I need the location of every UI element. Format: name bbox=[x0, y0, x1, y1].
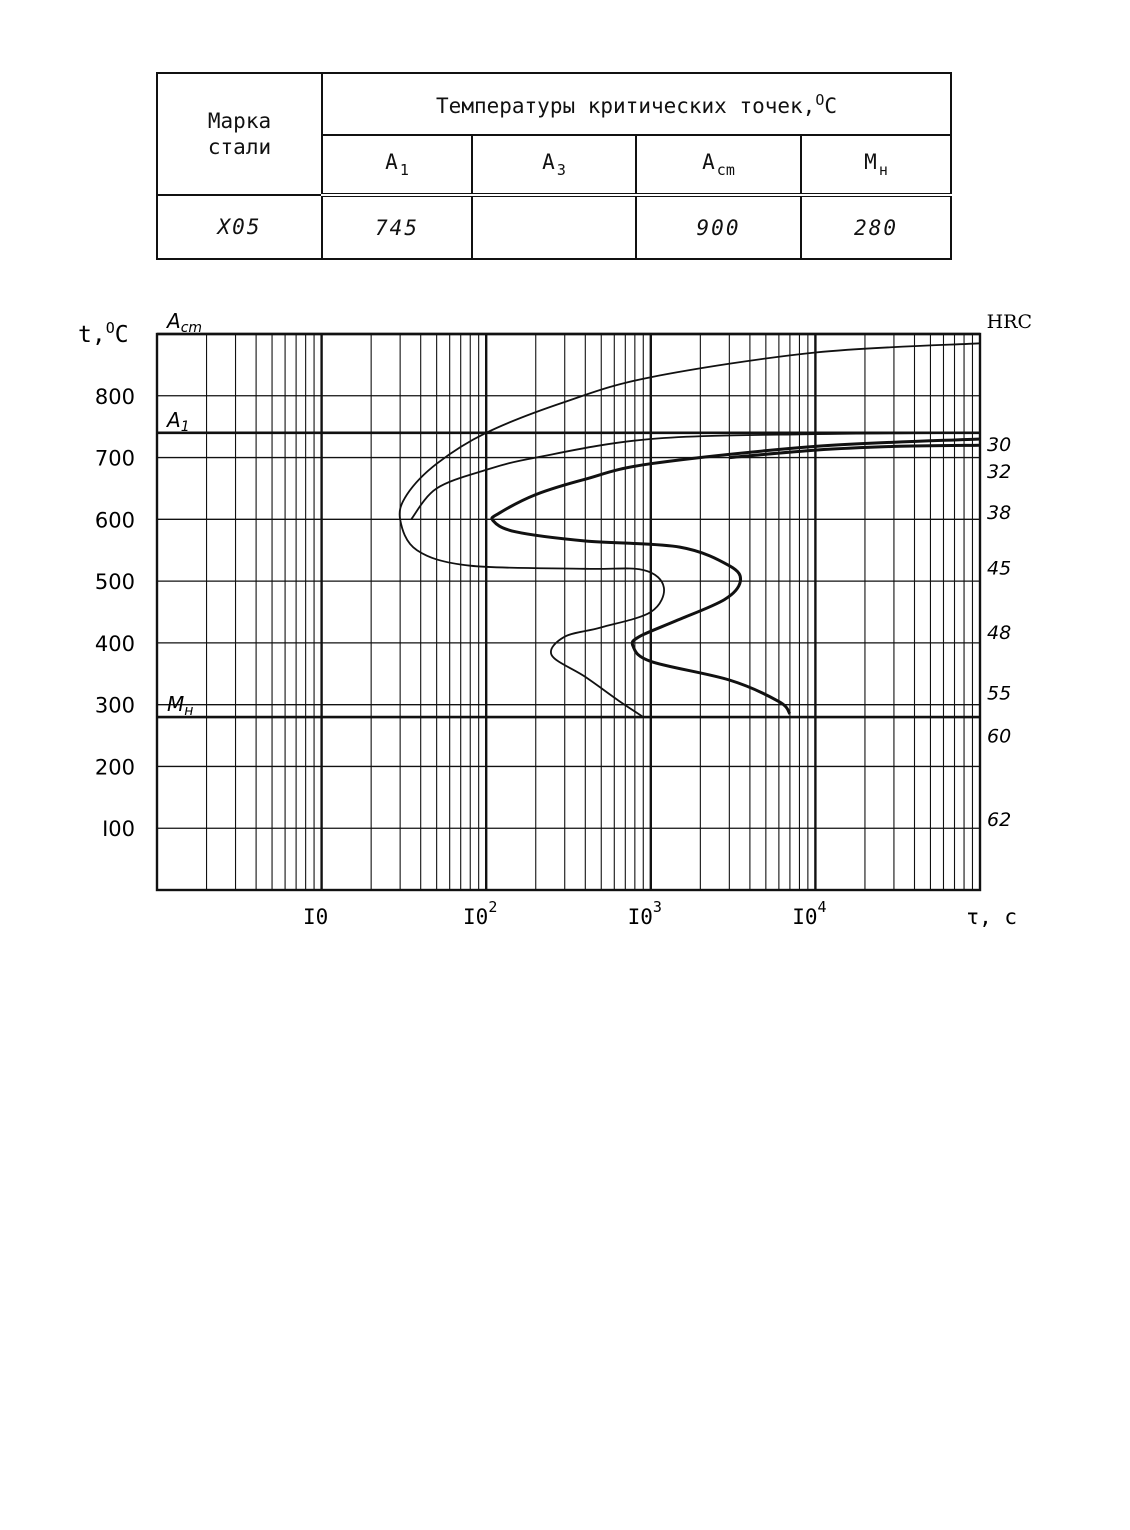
col-header-a1 bbox=[322, 135, 472, 195]
hrc-label: 38 bbox=[987, 501, 1012, 524]
hrc-label: 48 bbox=[987, 621, 1012, 644]
col-a1-base: A bbox=[385, 150, 398, 174]
grid bbox=[157, 334, 980, 890]
col-header-mn bbox=[801, 135, 951, 195]
hrc-label: 55 bbox=[987, 682, 1012, 705]
col-acm-sub: cm bbox=[716, 161, 735, 179]
steel-grade-cell: Х05 bbox=[157, 195, 322, 259]
critical-line-label: $A_{cm}$ bbox=[167, 309, 203, 336]
col-mn-sub: н bbox=[878, 161, 888, 179]
axis-labels bbox=[78, 311, 1032, 929]
x-tick-label: I0 bbox=[302, 905, 329, 929]
y-tick-label: 300 bbox=[94, 693, 135, 718]
col-a3-sub: 3 bbox=[556, 161, 566, 179]
critical-lines bbox=[157, 309, 980, 719]
col-a1-sub: 1 bbox=[399, 161, 409, 179]
critical-line-label: $A_1$ bbox=[167, 407, 190, 435]
y-tick-label: 500 bbox=[94, 570, 135, 595]
x-tick-label: $I0^3$ bbox=[627, 898, 662, 929]
hrc-label: 32 bbox=[987, 461, 1012, 484]
hrc-label: 62 bbox=[987, 808, 1012, 831]
col-header-acm bbox=[636, 135, 801, 195]
y-tick-label: 800 bbox=[94, 384, 135, 409]
ttt-diagram bbox=[0, 290, 1130, 940]
col-acm-base: A bbox=[702, 150, 715, 174]
mn-value-cell: 280 bbox=[801, 195, 951, 259]
x-axis-title: τ, c bbox=[966, 905, 1017, 929]
y-tick-label: 400 bbox=[94, 631, 135, 656]
critical-temps-header bbox=[322, 73, 951, 135]
hrc-label: 60 bbox=[987, 725, 1012, 748]
col-a3-base: A bbox=[542, 150, 555, 174]
hrc-axis-title: HRC bbox=[986, 311, 1032, 333]
x-tick-label: $I0^2$ bbox=[463, 898, 498, 929]
critical-temps-header-unit: C bbox=[824, 93, 838, 118]
y-axis-title: t,$^O$C bbox=[78, 319, 129, 348]
col-mn-base: M bbox=[864, 150, 877, 174]
critical-temps-header-text: Температуры критических точек, bbox=[436, 93, 816, 118]
grade-header: Марка стали bbox=[157, 73, 322, 195]
acm-value-cell: 900 bbox=[636, 195, 801, 259]
a3-value-cell bbox=[472, 195, 636, 259]
plot-frame bbox=[157, 334, 980, 890]
critical-points-table bbox=[156, 72, 950, 260]
y-tick-label: 200 bbox=[94, 755, 135, 780]
col-header-a3 bbox=[472, 135, 636, 195]
y-tick-label: 700 bbox=[94, 446, 135, 471]
critical-temps-header-unit-sup: O bbox=[815, 90, 825, 109]
y-tick-label: 600 bbox=[94, 508, 135, 533]
hrc-label: 45 bbox=[987, 557, 1012, 580]
y-tick-label: I00 bbox=[102, 817, 135, 842]
hrc-label: 30 bbox=[987, 433, 1012, 456]
a1-value-cell: 745 bbox=[322, 195, 472, 259]
critical-line-label: $M_н$ bbox=[167, 692, 194, 720]
x-tick-label: $I0^4$ bbox=[792, 898, 827, 929]
